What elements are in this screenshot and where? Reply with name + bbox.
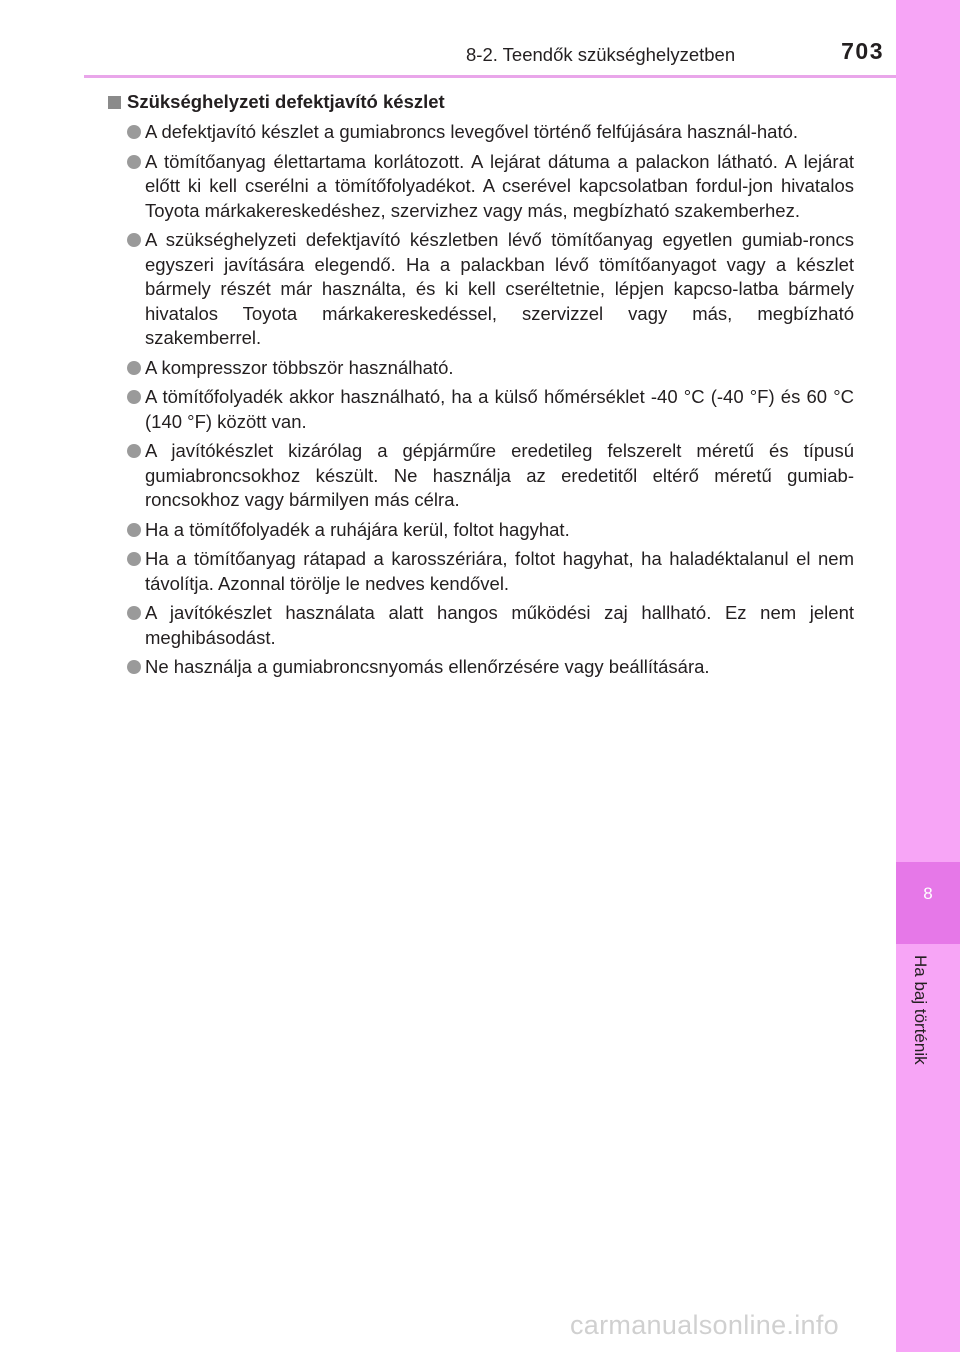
list-item: [108, 228, 854, 351]
circle-bullet-icon: [127, 390, 141, 404]
list-item: [108, 518, 854, 543]
list-item: [108, 356, 854, 381]
list-item-text: A javítókészlet kizárólag a gépjárműre eredetileg felszerelt méretű és típusú gumiabroncsokhoz készült. Ne használja az eredetitől eltérő méretű gumiab-roncsokhoz vagy bármilyen más célra.: [145, 440, 854, 510]
list-item: [108, 601, 854, 650]
list-item: [108, 547, 854, 596]
list-item-text: A javítókészlet használata alatt hangos működési zaj hallható. Ez nem jelent meghibásodást.: [145, 602, 854, 648]
main-content: [108, 90, 854, 685]
section-heading: [108, 90, 854, 114]
circle-bullet-icon: [127, 125, 141, 139]
list-item-text: Ha a tömítőanyag rátapad a karosszériára, foltot hagyhat, ha haladéktalanul el nem távolítja. Azonnal törölje le nedves kendővel.: [145, 548, 854, 594]
square-bullet-icon: [108, 96, 121, 109]
circle-bullet-icon: [127, 606, 141, 620]
list-item: [108, 655, 854, 680]
circle-bullet-icon: [127, 660, 141, 674]
section-title: 8-2. Teendők szükséghelyzetben: [466, 44, 736, 65]
chapter-title: Ha baj történik: [911, 955, 930, 1065]
circle-bullet-icon: [127, 233, 141, 247]
circle-bullet-icon: [127, 523, 141, 537]
list-item: [108, 439, 854, 513]
list-item-text: A tömítőfolyadék akkor használható, ha a külső hőmérséklet -40 °C (-40 °F) és 60 °C (140 °F) között van.: [145, 386, 854, 432]
circle-bullet-icon: [127, 155, 141, 169]
header-divider: [84, 75, 896, 78]
list-item-text: Ha a tömítőfolyadék a ruhájára kerül, foltot hagyhat.: [145, 518, 570, 540]
list-item: [108, 385, 854, 434]
list-item-text: A kompresszor többször használható.: [145, 356, 454, 378]
list-item-text: A szükséghelyzeti defektjavító készletben lévő tömítőanyag egyetlen gumiab-roncs egyszeri javítására elegendő. Ha a palackban lévő tömítőanyagot vagy a készlet bármely részét már használta, és ki kell cseréltetnie, lépjen kapcso-latba bármely hivatalos Toyota márkakereskedéssel, szervizzel vagy más, megbízható szakemberrel.: [145, 229, 854, 348]
list-item-text: Ne használja a gumiabroncsnyomás ellenőrzésére vagy beállítására.: [145, 656, 710, 677]
circle-bullet-icon: [127, 361, 141, 375]
list-item-text: A tömítőanyag élettartama korlátozott. A lejárat dátuma a palackon látható. A lejárat előtt ki kell cserélni a tömítőfolyadékot. A cserével kapcsolatban fordul-jon hivatalos Toyota márkakereskedéshez, szervizhez vagy más, megbízható szakemberhez.: [145, 150, 854, 221]
circle-bullet-icon: [127, 444, 141, 458]
section-heading-text: Szükséghelyzeti defektjavító készlet: [127, 91, 445, 112]
list-item: [108, 150, 854, 224]
list-item: [108, 120, 854, 145]
list-item-text: A defektjavító készlet a gumiabroncs levegővel történő felfújására használ-ható.: [145, 121, 799, 142]
chapter-number: 8: [923, 884, 933, 903]
circle-bullet-icon: [127, 552, 141, 566]
page-number: 703: [841, 38, 884, 64]
watermark: carmanualsonline.info: [570, 1310, 839, 1340]
side-tab: [896, 0, 960, 1352]
